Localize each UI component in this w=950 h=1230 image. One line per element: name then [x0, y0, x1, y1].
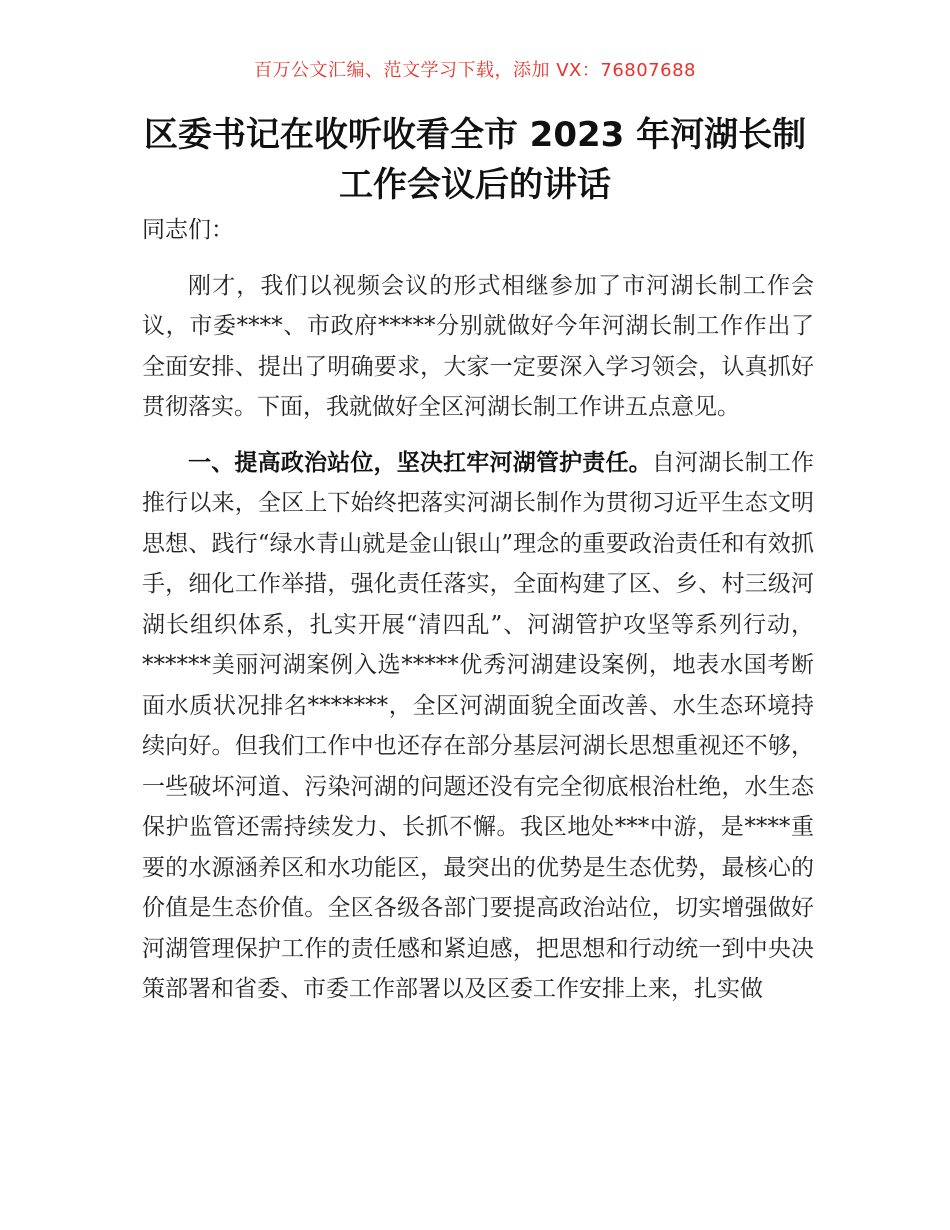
salutation: 同志们： — [142, 217, 234, 243]
paragraph-section-1 — [142, 443, 814, 1010]
section-1-heading: 一、提高政治站位，坚决扛牢河湖管护责任。 — [188, 448, 652, 476]
title-line-2: 工作会议后的讲话 — [339, 165, 611, 205]
watermark-banner: 百万公文汇编、范文学习下载，添加 VX：76807688 — [254, 60, 696, 81]
paragraph-intro — [142, 266, 814, 428]
title-line-1: 区委书记在收听收看全市 2023 年河湖长制 — [143, 115, 807, 155]
document-body — [142, 210, 814, 1025]
section-1-text: 自河湖长制工作推行以来，全区上下始终把落实河湖长制作为贯彻习近平生态文明思想、践行“绿水青山就是金山银山”理念的重要政治责任和有效抓手，细化工作举措，强化责任落实，全面构建了区、乡、村三级河湖长组织体系，扎实开展“清四乱”、河湖管护攻坚等系列行动，******美丽河湖案例入选*****优秀河湖建设案例，地表水国考断面水质状况排名*******，全区河湖面貌全面改善、水生态环境持续向好。但我们工作中也还存在部分基层河湖长思想重视还不够，一些破坏河道、污染河湖的问题还没有完全彻底根治杜绝，水生态保护监管还需持续发力、长抓不懈。我区地处***中游，是****重要的水源涵养区和水功能区，最突出的优势是生态优势，最核心的价值是生态价值。全区各级各部门要提高政治站位，切实增强做好河湖管理保护工作的责任感和紧迫感，把思想和行动统一到中央决策部署和省委、市委工作部署以及区委工作安排上来，扎实做 — [142, 449, 815, 1002]
document-title — [100, 110, 850, 210]
paragraph-intro-text: 刚才，我们以视频会议的形式相继参加了市河湖长制工作会议，市委****、市政府*****分别就做好今年河湖长制工作作出了全面安排、提出了明确要求，大家一定要深入学习领会，认真抓好贯彻落实。下面，我就做好全区河湖长制工作讲五点意见。 — [142, 272, 814, 420]
